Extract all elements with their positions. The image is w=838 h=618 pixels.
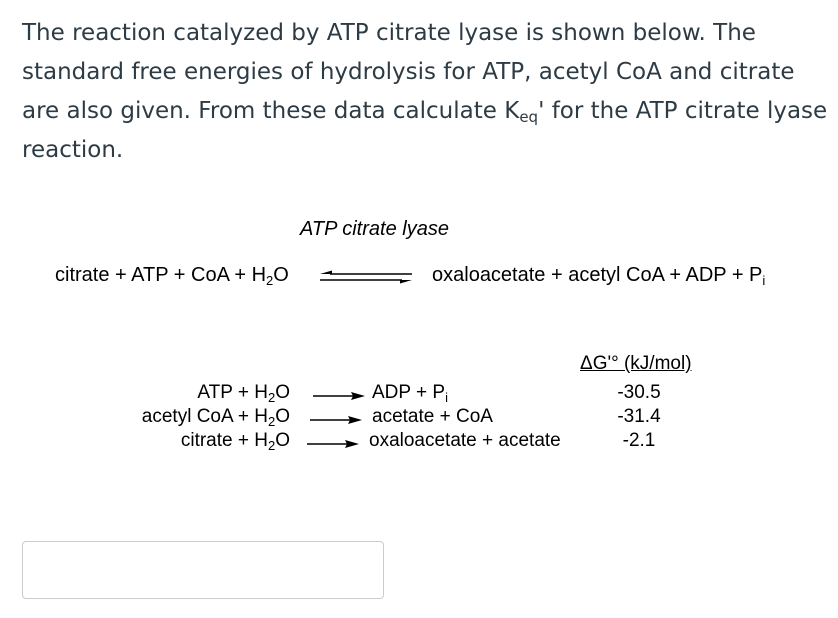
hydrolysis-row-1-products [372,382,448,404]
arrow-right-icon [307,439,359,449]
question-text [22,14,832,170]
hydrolysis-row-3-reactants [50,430,290,452]
question-text-after: ' for the ATP citrate lyase reaction. [22,98,828,163]
row-2-products-text: acetate + CoA [372,406,493,427]
keq-subscript: eq [519,108,539,126]
row-2-reactants-tail: O [275,406,290,427]
hydrolysis-row-2-reactants [50,406,290,428]
row-1-reactants-text: ATP + H [197,382,268,403]
hydrolysis-row-2-value: -31.4 [617,406,661,427]
arrow-right-icon [313,391,365,401]
row-3-reactants-text: citrate + H [180,430,268,451]
delta-g-header: ΔG'° (kJ/mol) [580,353,692,374]
products-text: oxaloacetate + acetyl CoA + ADP + P [432,264,763,286]
arrow-right-icon [310,415,362,425]
hydrolysis-row-3-value: -2.1 [622,430,656,451]
reactants-subscript: 2 [266,273,274,288]
equilibrium-arrow-icon [318,270,414,284]
row-3-reactants-tail: O [275,430,290,451]
reactants-text: citrate + ATP + CoA + H [55,264,267,286]
hydrolysis-row-3-products [369,430,561,452]
answer-input[interactable] [22,541,384,599]
row-1-products-text: ADP + P [372,382,446,403]
products-subscript: i [762,273,766,288]
row-3-products-text: oxaloacetate + acetate [369,430,561,451]
row-2-reactants-subscript: 2 [267,414,276,429]
row-1-reactants-subscript: 2 [267,390,276,405]
enzyme-label: ATP citrate lyase [300,218,449,240]
reactants-tail: O [273,264,289,286]
reaction-products [432,264,765,287]
row-1-reactants-tail: O [275,382,290,403]
row-3-reactants-subscript: 2 [267,438,276,453]
hydrolysis-row-1-value: -30.5 [617,382,661,403]
question-text-before: The reaction catalyzed by ATP citrate lyase is shown below. The standard free energies of hydrolysis for ATP, acetyl CoA and citrate are also given. From these data calculate K [22,20,795,124]
hydrolysis-row-2-products [372,406,493,428]
reaction-reactants [55,264,289,287]
row-1-products-subscript: i [445,390,448,405]
row-2-reactants-text: acetyl CoA + H [141,406,268,427]
hydrolysis-row-1-reactants [50,382,290,404]
